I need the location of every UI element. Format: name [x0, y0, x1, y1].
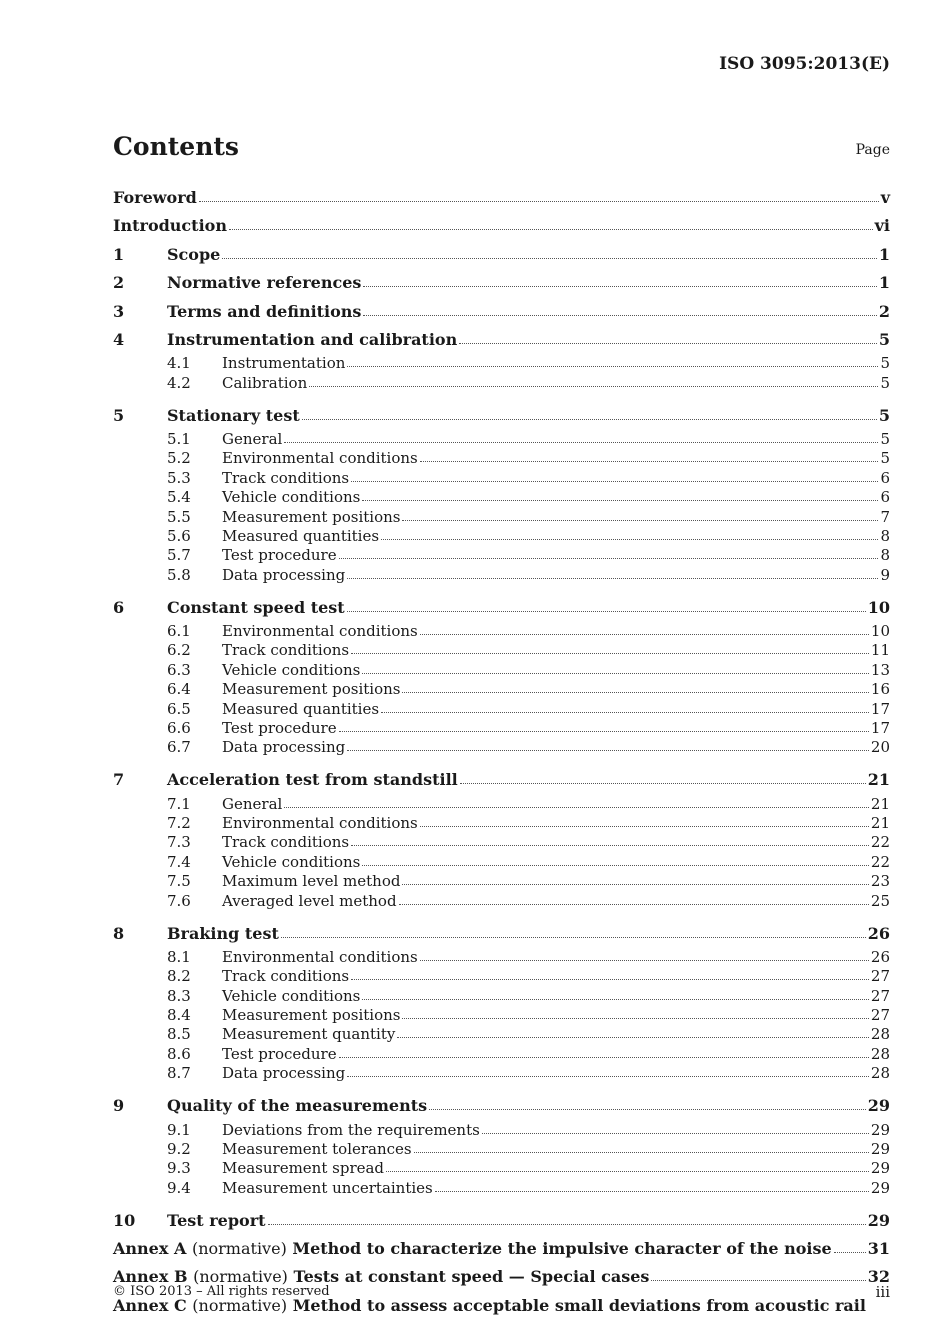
toc-label: Quality of the measurements	[167, 1096, 428, 1116]
toc-page-number: 29	[867, 1210, 890, 1230]
toc-label: Normative references	[167, 273, 362, 293]
toc-page-number: 28	[870, 1064, 890, 1083]
toc-label: Environmental conditions	[222, 814, 418, 833]
toc-number: 5.1	[167, 430, 191, 449]
toc-label: Introduction	[113, 216, 227, 236]
dot-leader	[351, 480, 878, 482]
toc-subentry[interactable]	[113, 1159, 890, 1178]
toc-label: Terms and definitions	[167, 301, 362, 321]
toc-entry[interactable]	[113, 1207, 890, 1235]
toc-page-number: 5	[878, 405, 890, 425]
toc-subentry[interactable]	[113, 1045, 890, 1064]
toc-label: Track conditions	[222, 641, 350, 660]
toc-number: 1	[113, 244, 125, 264]
toc-page-number: vi	[874, 216, 890, 236]
toc-label: Constant speed test	[167, 597, 345, 617]
toc-page-number: 17	[870, 699, 890, 718]
toc-entry[interactable]	[113, 920, 890, 948]
toc-number: 6.7	[167, 738, 191, 757]
toc-subentry[interactable]	[113, 853, 890, 872]
toc-number: 5.7	[167, 546, 191, 565]
toc-page-number: v	[880, 188, 890, 207]
dot-leader	[362, 672, 869, 674]
toc-number: 5.2	[167, 449, 191, 468]
toc-entry[interactable]	[113, 1235, 890, 1263]
dot-leader	[363, 285, 876, 287]
toc-page-number: 10	[867, 597, 890, 617]
toc-subentry[interactable]	[113, 795, 890, 814]
toc-number: 6.5	[167, 699, 191, 718]
page-number: iii	[875, 1283, 890, 1301]
dot-leader	[347, 749, 869, 751]
toc-number: 7	[113, 770, 125, 790]
toc-number: 7.5	[167, 872, 191, 891]
toc-subentry[interactable]	[113, 374, 890, 393]
dot-leader	[268, 1223, 866, 1225]
toc-page-number: 5	[880, 354, 890, 373]
toc-number: 5.3	[167, 468, 191, 487]
toc-page-number: 1	[878, 273, 890, 293]
dot-leader	[347, 1075, 869, 1077]
toc-subentry[interactable]	[113, 987, 890, 1006]
toc-page-number: 6	[880, 488, 890, 507]
toc-page-number: 10	[870, 622, 890, 641]
dot-leader	[351, 652, 869, 654]
toc-page-number: 13	[870, 660, 890, 679]
toc-entry[interactable]	[113, 184, 890, 212]
toc-label: Stationary test	[167, 405, 300, 425]
dot-leader	[309, 385, 878, 387]
toc-label: Data processing	[222, 565, 346, 584]
toc-number: 5.6	[167, 526, 191, 545]
toc-page-number: 25	[870, 891, 890, 910]
dot-leader	[459, 342, 877, 344]
toc-subentry[interactable]	[113, 527, 890, 546]
toc-entry[interactable]	[113, 594, 890, 622]
toc-subentry[interactable]	[113, 948, 890, 967]
toc-page-number: 5	[880, 430, 890, 449]
toc-page-number: 29	[870, 1159, 890, 1178]
toc-label: Measurement positions	[222, 680, 401, 699]
toc-number: 8.4	[167, 1006, 191, 1025]
toc-entry[interactable]	[113, 212, 890, 240]
dot-leader	[362, 864, 869, 866]
table-of-contents	[113, 184, 890, 1320]
toc-label: Test procedure	[222, 1044, 337, 1063]
toc-page-number: 7	[880, 507, 890, 526]
toc-subentry[interactable]	[113, 680, 890, 699]
toc-page-number: 22	[870, 852, 890, 871]
toc-label: Data processing	[222, 1064, 346, 1083]
toc-subentry[interactable]	[113, 1064, 890, 1083]
toc-number: 7.2	[167, 814, 191, 833]
toc-number: 8	[113, 923, 125, 943]
dot-leader	[460, 782, 866, 784]
toc-page-number: 29	[870, 1139, 890, 1158]
dot-leader	[402, 691, 868, 693]
toc-page-number: 26	[867, 923, 890, 943]
toc-subentry[interactable]	[113, 1179, 890, 1198]
toc-label: Instrumentation	[222, 354, 346, 373]
toc-label: Calibration	[222, 373, 308, 392]
toc-number: 9	[113, 1096, 125, 1116]
contents-heading	[113, 132, 890, 164]
toc-label: Data processing	[222, 738, 346, 757]
toc-page-number: 17	[870, 718, 890, 737]
dot-leader	[651, 1279, 865, 1281]
toc-number: 6.2	[167, 641, 191, 660]
dot-leader	[402, 519, 878, 521]
page-column-label: Page	[855, 142, 890, 158]
toc-subentry[interactable]	[113, 622, 890, 641]
toc-label: Vehicle conditions	[222, 488, 361, 507]
toc-label: Measurement spread	[222, 1159, 385, 1178]
toc-number: 5.4	[167, 488, 191, 507]
toc-subentry[interactable]	[113, 354, 890, 373]
toc-label: Track conditions	[222, 967, 350, 986]
dot-leader	[397, 1036, 869, 1038]
toc-label: Instrumentation and calibration	[167, 329, 458, 349]
toc-number: 3	[113, 301, 125, 321]
toc-number: 8.3	[167, 986, 191, 1005]
toc-annex-id: Annex C	[113, 1295, 187, 1315]
toc-subentry[interactable]	[113, 967, 890, 986]
toc-number: 10	[113, 1210, 136, 1230]
dot-leader	[284, 441, 878, 443]
toc-number: 6.6	[167, 718, 191, 737]
dot-leader	[420, 460, 879, 462]
toc-subentry[interactable]	[113, 892, 890, 911]
dot-leader	[347, 365, 878, 367]
dot-leader	[222, 257, 877, 259]
toc-label: Track conditions	[222, 468, 350, 487]
toc-label: Measurement tolerances	[222, 1139, 412, 1158]
dot-leader	[420, 959, 869, 961]
toc-page-number: 8	[880, 526, 890, 545]
toc-subentry[interactable]	[113, 700, 890, 719]
toc-page-number: 27	[870, 967, 890, 986]
toc-label: Track conditions	[222, 833, 350, 852]
toc-page-number: 26	[870, 947, 890, 966]
toc-number: 2	[113, 273, 125, 293]
toc-page-number: 27	[870, 986, 890, 1005]
toc-annex-id: Annex B	[113, 1267, 188, 1287]
toc-page-number: 11	[870, 641, 890, 660]
toc-page-number: 21	[870, 794, 890, 813]
dot-leader	[339, 730, 869, 732]
dot-leader	[381, 711, 869, 713]
toc-entry[interactable]	[113, 766, 890, 794]
dot-leader	[420, 633, 869, 635]
toc-number: 8.2	[167, 967, 191, 986]
toc-label: Vehicle conditions	[222, 852, 361, 871]
toc-entry[interactable]	[113, 326, 890, 354]
toc-page-number: 31	[867, 1238, 890, 1258]
toc-annex-kind: (normative)	[192, 1295, 288, 1315]
toc-number: 8.1	[167, 947, 191, 966]
toc-number: 6.3	[167, 660, 191, 679]
toc-subentry[interactable]	[113, 546, 890, 565]
toc-annex-id: Annex A	[113, 1238, 187, 1258]
dot-leader	[362, 499, 878, 501]
dot-leader	[339, 557, 879, 559]
toc-page-number: 29	[867, 1096, 890, 1116]
toc-entry[interactable]	[113, 241, 890, 269]
dot-leader	[229, 228, 873, 230]
toc-number: 7.6	[167, 891, 191, 910]
toc-page-number: 9	[880, 565, 890, 584]
toc-number: 7.4	[167, 852, 191, 871]
toc-page-number: 1	[878, 244, 890, 264]
toc-label: Scope	[167, 244, 221, 264]
toc-page-number: 23	[870, 872, 890, 891]
toc-page-number: 8	[880, 546, 890, 565]
dot-leader	[347, 610, 866, 612]
dot-leader	[351, 844, 869, 846]
toc-label: Braking test	[167, 923, 279, 943]
toc-subentry[interactable]	[113, 833, 890, 852]
toc-number: 5	[113, 405, 125, 425]
toc-number: 6	[113, 597, 125, 617]
dot-leader	[420, 825, 869, 827]
toc-label: Averaged level method	[222, 891, 397, 910]
dot-leader	[302, 418, 877, 420]
toc-label: Measurement uncertainties	[222, 1178, 433, 1197]
toc-label: Measured quantities	[222, 699, 380, 718]
toc-page-number: 27	[870, 1006, 890, 1025]
toc-page-number: 5	[880, 449, 890, 468]
toc-subentry[interactable]	[113, 719, 890, 738]
toc-subentry[interactable]	[113, 1121, 890, 1140]
toc-page-number: 5	[878, 329, 890, 349]
toc-page-number: 21	[870, 814, 890, 833]
toc-number: 8.5	[167, 1025, 191, 1044]
dot-leader	[381, 538, 878, 540]
dot-leader	[482, 1132, 869, 1134]
toc-number: 7.1	[167, 794, 191, 813]
toc-subentry[interactable]	[113, 430, 890, 449]
toc-page-number: 20	[870, 738, 890, 757]
toc-label: Test report	[167, 1210, 266, 1230]
toc-number: 4	[113, 329, 125, 349]
toc-subentry[interactable]	[113, 566, 890, 585]
toc-number: 5.8	[167, 565, 191, 584]
toc-page-number: 29	[870, 1178, 890, 1197]
toc-number: 5.5	[167, 507, 191, 526]
toc-page-number: 6	[880, 468, 890, 487]
dot-leader	[363, 314, 876, 316]
toc-subentry[interactable]	[113, 738, 890, 757]
toc-subentry[interactable]	[113, 814, 890, 833]
dot-leader	[834, 1251, 866, 1253]
dot-leader	[402, 1017, 868, 1019]
toc-subentry[interactable]	[113, 872, 890, 891]
toc-label: Measurement positions	[222, 1006, 401, 1025]
toc-subentry[interactable]	[113, 469, 890, 488]
toc-subentry[interactable]	[113, 661, 890, 680]
dot-leader	[281, 936, 866, 938]
toc-subentry[interactable]	[113, 488, 890, 507]
toc-subentry[interactable]	[113, 1006, 890, 1025]
toc-entry[interactable]	[113, 298, 890, 326]
dot-leader	[199, 200, 879, 202]
dot-leader	[429, 1108, 866, 1110]
toc-number: 4.2	[167, 373, 191, 392]
dot-leader	[435, 1190, 869, 1192]
toc-number: 4.1	[167, 354, 191, 373]
toc-number: 9.4	[167, 1178, 191, 1197]
toc-label: Measurement positions	[222, 507, 401, 526]
toc-number: 9.2	[167, 1139, 191, 1158]
toc-label: Measurement quantity	[222, 1025, 396, 1044]
toc-entry[interactable]	[113, 269, 890, 297]
toc-annex-kind: (normative)	[191, 1238, 287, 1258]
toc-page-number: 28	[870, 1025, 890, 1044]
toc-label: Measured quantities	[222, 526, 380, 545]
toc-label: Vehicle conditions	[222, 660, 361, 679]
page-footer	[113, 1284, 890, 1304]
dot-leader	[347, 577, 878, 579]
dot-leader	[402, 883, 868, 885]
toc-subentry[interactable]	[113, 1140, 890, 1159]
toc-page-number: 21	[867, 770, 890, 790]
toc-number: 9.1	[167, 1120, 191, 1139]
toc-label: Test procedure	[222, 546, 337, 565]
toc-annex-kind: (normative)	[193, 1267, 288, 1287]
dot-leader	[399, 903, 869, 905]
dot-leader	[362, 998, 869, 1000]
toc-page-number: 2	[878, 301, 890, 321]
toc-label: Acceleration test from standstill	[167, 770, 458, 790]
toc-number: 7.3	[167, 833, 191, 852]
toc-number: 8.6	[167, 1044, 191, 1063]
toc-entry[interactable]	[113, 1092, 890, 1120]
toc-label: Foreword	[113, 188, 197, 207]
toc-label: Method to assess acceptable small deviations from acoustic rail	[292, 1295, 866, 1315]
toc-subentry[interactable]	[113, 508, 890, 527]
toc-entry[interactable]	[113, 402, 890, 430]
copyright-notice: © ISO 2013 – All rights reserved	[113, 1284, 330, 1299]
toc-label: General	[222, 794, 283, 813]
toc-label: Method to characterize the impulsive character of the noise	[292, 1238, 832, 1258]
toc-subentry[interactable]	[113, 1025, 890, 1044]
toc-page-number: 22	[870, 833, 890, 852]
toc-label: Maximum level method	[222, 872, 401, 891]
toc-label: Environmental conditions	[222, 622, 418, 641]
toc-number: 6.1	[167, 622, 191, 641]
toc-subentry[interactable]	[113, 641, 890, 660]
toc-page-number: 16	[870, 680, 890, 699]
page-title: Contents	[113, 132, 240, 161]
toc-page-number: 32	[867, 1267, 890, 1287]
toc-label: Environmental conditions	[222, 449, 418, 468]
toc-subentry[interactable]	[113, 449, 890, 468]
toc-label: Deviations from the requirements	[222, 1120, 480, 1139]
toc-page-number: 28	[870, 1044, 890, 1063]
toc-number: 8.7	[167, 1064, 191, 1083]
toc-label: Environmental conditions	[222, 947, 418, 966]
dot-leader	[351, 978, 869, 980]
dot-leader	[339, 1056, 869, 1058]
toc-page-number: 5	[880, 373, 890, 392]
dot-leader	[284, 806, 869, 808]
toc-label: General	[222, 430, 283, 449]
toc-number: 6.4	[167, 680, 191, 699]
toc-label: Tests at constant speed — Special cases	[293, 1267, 650, 1287]
document-id: ISO 3095:2013(E)	[719, 54, 890, 74]
toc-number: 9.3	[167, 1159, 191, 1178]
dot-leader	[414, 1151, 869, 1153]
dot-leader	[386, 1170, 869, 1172]
toc-label: Vehicle conditions	[222, 986, 361, 1005]
toc-page-number: 29	[870, 1120, 890, 1139]
toc-label: Test procedure	[222, 718, 337, 737]
